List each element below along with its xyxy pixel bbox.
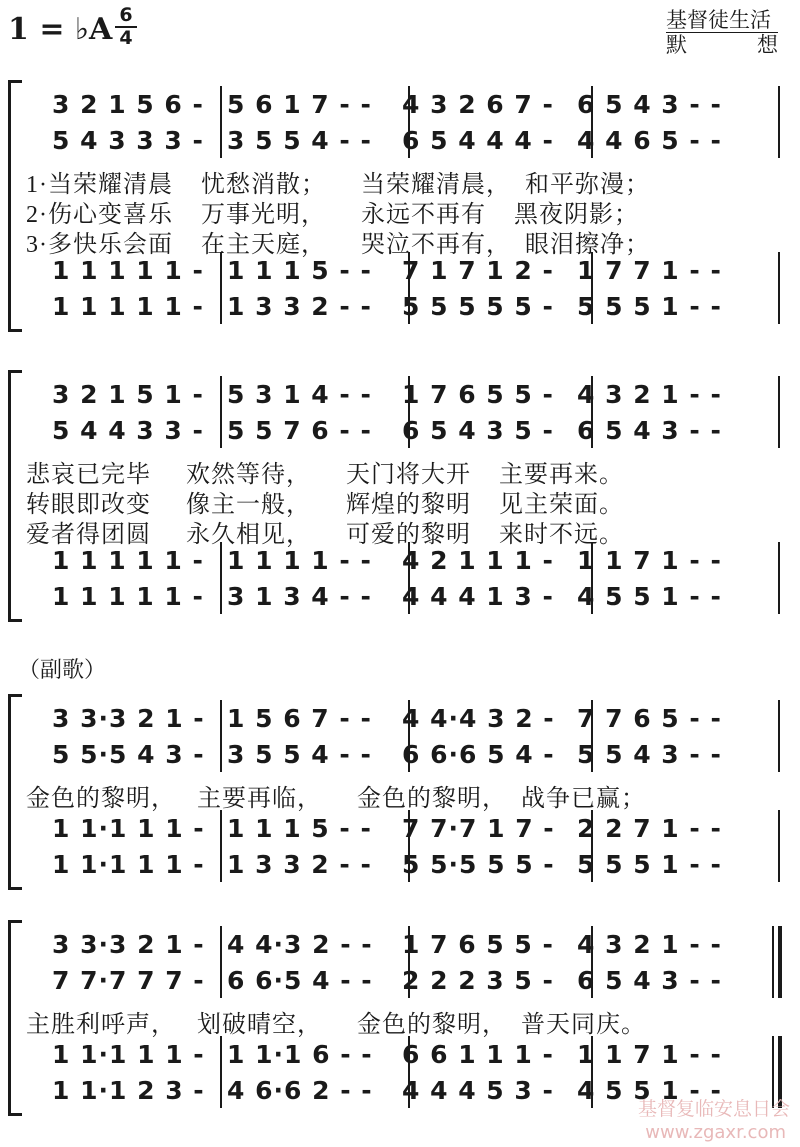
- measure: 2 2 2 3 5 -: [402, 966, 554, 995]
- bass-line: [52, 850, 752, 879]
- measure: 6 5 4 3 5 -: [402, 416, 554, 445]
- measure: 5 3 1 4 - -: [227, 380, 372, 409]
- key-signature: 1 = ♭A: [8, 12, 113, 47]
- measure: 1 1 1 5 - -: [227, 256, 372, 285]
- measure: 6 5 4 3 - -: [577, 90, 722, 119]
- measure: 3 2 1 5 1 -: [52, 380, 204, 409]
- measure: 3 3·3 2 1 -: [52, 704, 205, 733]
- alto-line: [52, 126, 752, 155]
- measure: 4 4·3 2 - -: [227, 930, 373, 959]
- lyric-line-1: 主胜利呼声， 划破晴空， 金色的黎明， 普天同庆。: [26, 1012, 646, 1038]
- soprano-line: [52, 930, 752, 959]
- measure: 5 4 3 3 3 -: [52, 126, 204, 155]
- lyric-line-1: 1·当荣耀清晨 忧愁消散； 当荣耀清晨， 和平弥漫；: [26, 172, 650, 198]
- chorus-label: （副歌）: [18, 657, 107, 682]
- measure: 1 1 1 1 - -: [227, 546, 372, 575]
- meter-top: 6: [119, 4, 133, 26]
- measure: 1 7 7 1 - -: [577, 256, 722, 285]
- measure: 4 6·6 2 - -: [227, 1076, 373, 1105]
- credit: [666, 8, 778, 57]
- lyric-line-3: 爱者得团圆 永久相见， 可爱的黎明 来时不远。: [26, 522, 624, 548]
- measure: 1 5 6 7 - -: [227, 704, 372, 733]
- score-system-1: [8, 80, 788, 340]
- measure: 7 7 6 5 - -: [577, 704, 722, 733]
- measure: 3 1 3 4 - -: [227, 582, 372, 611]
- time-signature: [115, 6, 137, 48]
- measure: 3 2 1 5 6 -: [52, 90, 204, 119]
- measure: 6 5 4 3 - -: [577, 416, 722, 445]
- soprano-line: [52, 90, 752, 119]
- measure: 4 3 2 1 - -: [577, 380, 722, 409]
- soprano-line: [52, 380, 752, 409]
- measure: 3 3·3 2 1 -: [52, 930, 205, 959]
- lyric-line-2: 2·伤心变喜乐 万事光明， 永远不再有 黑夜阴影；: [26, 202, 639, 228]
- measure: 6 6·6 5 4 -: [402, 740, 555, 769]
- measure: 5 5 4 3 - -: [577, 740, 722, 769]
- measure: 6 6 1 1 1 -: [402, 1040, 554, 1069]
- measure: 1 1 1 1 1 -: [52, 546, 204, 575]
- measure: 4 4 6 5 - -: [577, 126, 722, 155]
- alto-line: [52, 966, 752, 995]
- measure: 4 3 2 6 7 -: [402, 90, 554, 119]
- measure: 5 5 5 1 - -: [577, 292, 722, 321]
- measure: 1 1 1 1 1 -: [52, 292, 204, 321]
- measure: 4 4 4 1 3 -: [402, 582, 554, 611]
- measure: 1 1·1 2 3 -: [52, 1076, 205, 1105]
- tenor-line: [52, 546, 752, 575]
- measure: 4 5 5 1 - -: [577, 1076, 722, 1105]
- measure: 4 5 5 1 - -: [577, 582, 722, 611]
- measure: 5 5 7 6 - -: [227, 416, 372, 445]
- meter-bottom: 4: [119, 27, 133, 49]
- measure: 5 5 5 5 5 -: [402, 292, 554, 321]
- tenor-line: [52, 256, 752, 285]
- measure: 1 1·1 1 1 -: [52, 814, 205, 843]
- measure: 3 5 5 4 - -: [227, 740, 372, 769]
- measure: 7 7·7 7 7 -: [52, 966, 205, 995]
- score-system-4: [8, 920, 788, 1120]
- tenor-line: [52, 814, 752, 843]
- measure: 6 5 4 4 4 -: [402, 126, 554, 155]
- lyric-line-3: 3·多快乐会面 在主天庭， 哭泣不再有， 眼泪擦净；: [26, 232, 650, 258]
- lyric-line-1: 悲哀已完毕 欢然等待， 天门将大开 主要再来。: [26, 462, 624, 488]
- bass-line: [52, 582, 752, 611]
- measure: 1 1·1 1 1 -: [52, 1040, 205, 1069]
- measure: 1 1 1 1 1 -: [52, 256, 204, 285]
- measure: 1 1·1 1 1 -: [52, 850, 205, 879]
- credit-author: [666, 33, 778, 57]
- measure: 4 3 2 1 - -: [577, 930, 722, 959]
- watermark-title: 基督复临安息日会: [637, 1098, 790, 1120]
- credit-author-second: 想: [757, 33, 778, 57]
- measure: 1 7 6 5 5 -: [402, 380, 554, 409]
- measure: 4 2 1 1 1 -: [402, 546, 554, 575]
- score-system-3: [8, 694, 788, 894]
- measure: 1 7 6 5 5 -: [402, 930, 554, 959]
- alto-line: [52, 416, 752, 445]
- watermark-url: www.zgaxr.com: [645, 1122, 786, 1143]
- lyric-line-2: 转眼即改变 像主一般， 辉煌的黎明 见主荣面。: [26, 492, 624, 518]
- measure: 1 1·1 6 - -: [227, 1040, 373, 1069]
- measure: 1 3 3 2 - -: [227, 850, 372, 879]
- measure: 1 1 1 5 - -: [227, 814, 372, 843]
- measure: 1 1 1 1 1 -: [52, 582, 204, 611]
- measure: 7 7·7 1 7 -: [402, 814, 555, 843]
- measure: 3 5 5 4 - -: [227, 126, 372, 155]
- measure: 5 5·5 4 3 -: [52, 740, 205, 769]
- measure: 2 2 7 1 - -: [577, 814, 722, 843]
- tenor-line: [52, 1040, 752, 1069]
- measure: 1 1 7 1 - -: [577, 1040, 722, 1069]
- measure: 5 6 1 7 - -: [227, 90, 372, 119]
- measure: 6 5 4 3 - -: [577, 966, 722, 995]
- measure: 4 4·4 3 2 -: [402, 704, 555, 733]
- credit-source: 基督徒生活: [666, 8, 778, 33]
- bass-line: [52, 292, 752, 321]
- score-system-2: [8, 370, 788, 630]
- measure: 6 6·5 4 - -: [227, 966, 373, 995]
- measure: 5 4 4 3 3 -: [52, 416, 204, 445]
- measure: 1 3 3 2 - -: [227, 292, 372, 321]
- measure: 5 5·5 5 5 -: [402, 850, 555, 879]
- credit-author-first: 默: [666, 33, 687, 57]
- soprano-line: [52, 704, 752, 733]
- measure: 5 5 5 1 - -: [577, 850, 722, 879]
- measure: 1 1 7 1 - -: [577, 546, 722, 575]
- measure: 7 1 7 1 2 -: [402, 256, 554, 285]
- measure: 4 4 4 5 3 -: [402, 1076, 554, 1105]
- alto-line: [52, 740, 752, 769]
- lyric-line-1: 金色的黎明， 主要再临， 金色的黎明， 战争已赢；: [26, 786, 646, 812]
